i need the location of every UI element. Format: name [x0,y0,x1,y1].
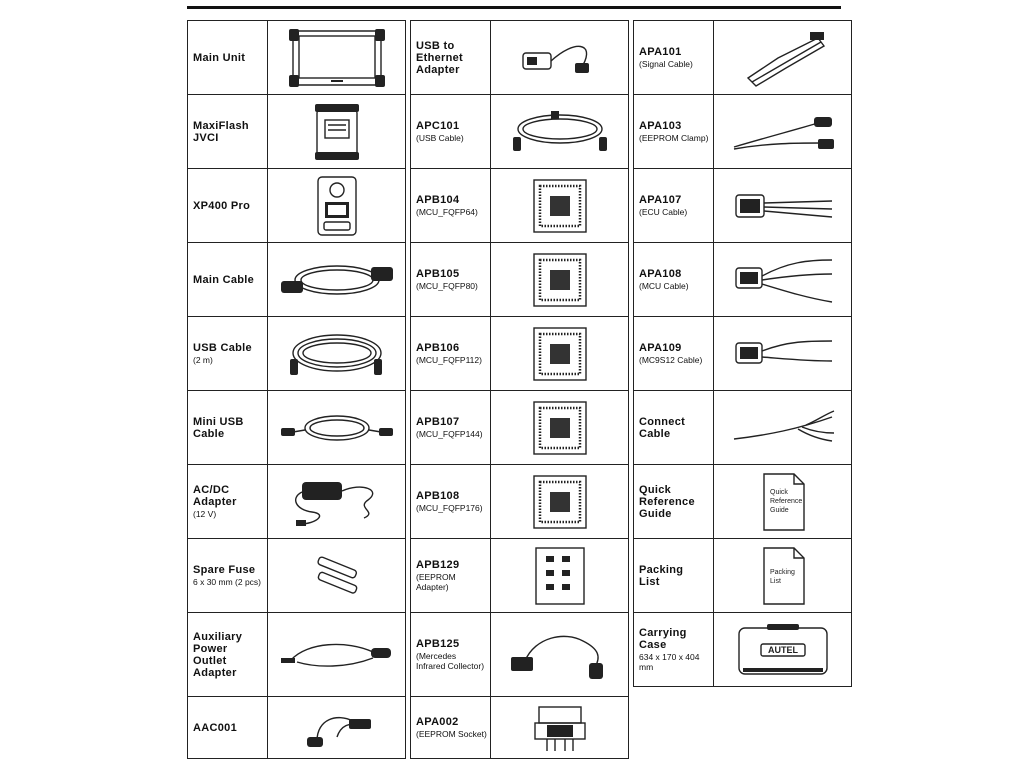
item-name: APB104 [416,194,460,206]
item-name: APB129 [416,559,460,571]
table-row [188,613,406,697]
document-icon [758,544,808,608]
table-row [188,539,406,613]
table-row [188,465,406,539]
table-row [188,391,406,465]
item-name: APA101 [639,46,682,58]
mcu-board-icon [530,250,590,310]
item-description: (MCU Cable) [639,281,689,291]
item-name: XP400 Pro [193,199,251,212]
document-text-line: Quick [769,488,788,496]
table-row [634,317,852,391]
table-row [411,95,629,169]
item-description: (MCU_FQFP112) [416,355,482,365]
item-name: Mini USB Cable [193,415,244,440]
carrying-case-icon [733,620,833,680]
top-rule [187,6,841,9]
item-name: AAC001 [193,721,237,734]
item-name: Connect Cable [639,415,686,440]
document-text-line: Reference [769,497,802,505]
table-row [411,169,629,243]
item-name: Main Unit [193,51,246,64]
item-name: Carrying Case [639,627,687,651]
item-description: (MCU_FQFP64) [416,207,478,217]
item-name: Spare Fuse [193,564,256,576]
aac001-cable-icon [297,705,377,751]
fuse-icon [302,556,372,596]
table-row [634,539,852,613]
table-row [411,697,629,759]
usb-cable-loop-icon [505,107,615,157]
item-description: (USB Cable) [416,133,464,143]
item-description: (MCU_FQFP80) [416,281,478,291]
table-row [634,243,852,317]
item-name: APC101 [416,120,460,132]
wire-bundle-icon [728,405,838,451]
table-row [188,697,406,759]
vci-device-icon [307,100,367,164]
document-icon [758,470,808,534]
obd-cable-icon [277,255,397,305]
programmer-device-icon [312,174,362,238]
infrared-collector-icon [505,627,615,683]
ribbon-cable-icon [738,28,828,88]
mc9s12-cable-icon [728,329,838,379]
item-description: (ECU Cable) [639,207,688,217]
table-row [411,317,629,391]
item-name: APA109 [639,342,682,354]
document-text-line: Guide [769,506,789,514]
item-name: APB105 [416,268,460,280]
ecu-cable-icon [728,181,838,231]
item-name: Auxiliary Power Outlet Adapter [193,630,243,679]
item-name: MaxiFlash JVCI [193,119,249,144]
item-name: AC/DC Adapter [193,484,237,508]
item-name: Packing List [639,563,684,588]
accessory-table-column-1 [187,20,406,759]
item-name: APB108 [416,490,460,502]
table-row [411,243,629,317]
item-description: (EEPROM Adapter) [416,572,456,592]
item-description: (EEPROM Socket) [416,729,487,739]
table-row [188,21,406,95]
table-row [411,21,629,95]
item-name: Quick Reference Guide [639,483,695,520]
mcu-board-icon [530,324,590,384]
table-row [634,391,852,465]
mini-usb-cable-icon [277,406,397,450]
eeprom-socket-icon [525,701,595,755]
item-name: APA002 [416,716,459,728]
table-row [411,539,629,613]
item-description: (MCU_FQFP144) [416,429,483,439]
ethernet-adapter-icon [515,33,605,83]
item-name: APB125 [416,638,460,650]
power-adapter-icon [282,472,392,532]
table-row [411,465,629,539]
mcu-cable-icon [728,252,838,308]
table-row [188,317,406,391]
table-row [634,465,852,539]
accessory-table-column-3 [633,20,852,687]
item-description: (Mercedes Infrared Collector) [416,651,485,671]
mcu-board-icon [530,398,590,458]
document-text-line: List [769,577,781,585]
item-name: USB Cable [193,342,252,354]
item-name: Main Cable [193,273,255,286]
item-description: 634 x 170 x 404 mm [639,652,700,672]
mcu-board-icon [530,176,590,236]
item-description: (Signal Cable) [639,59,693,69]
table-row [634,613,852,687]
case-brand-label: AUTEL [767,644,798,655]
document-text-line: Packing [769,568,795,576]
usb-cable-coil-icon [282,327,392,381]
item-description: (EEPROM Clamp) [639,133,709,143]
item-description: (MCU_FQFP176) [416,503,483,513]
document-text [770,489,802,514]
mcu-board-icon [530,472,590,532]
tablet-icon [287,27,387,89]
item-name: APB107 [416,416,460,428]
accessory-table-column-2 [410,20,629,759]
table-row [411,613,629,697]
item-name: APA103 [639,120,682,132]
table-row [634,21,852,95]
table-row [634,95,852,169]
item-name: APB106 [416,342,460,354]
table-row [188,169,406,243]
eeprom-adapter-icon [532,544,588,608]
eeprom-clamp-icon [728,107,838,157]
item-description: (2 m) [193,355,213,365]
item-description: 6 x 30 mm (2 pcs) [193,577,262,587]
table-row [634,169,852,243]
item-name: APA108 [639,268,682,280]
table-row [411,391,629,465]
table-row [188,95,406,169]
item-name: APA107 [639,194,682,206]
item-description: (12 V) [193,509,217,519]
table-row [188,243,406,317]
document-text [770,569,795,585]
item-name: USB to Ethernet Adapter [416,39,464,76]
cigarette-adapter-icon [277,632,397,678]
item-description: (MC9S12 Cable) [639,355,703,365]
